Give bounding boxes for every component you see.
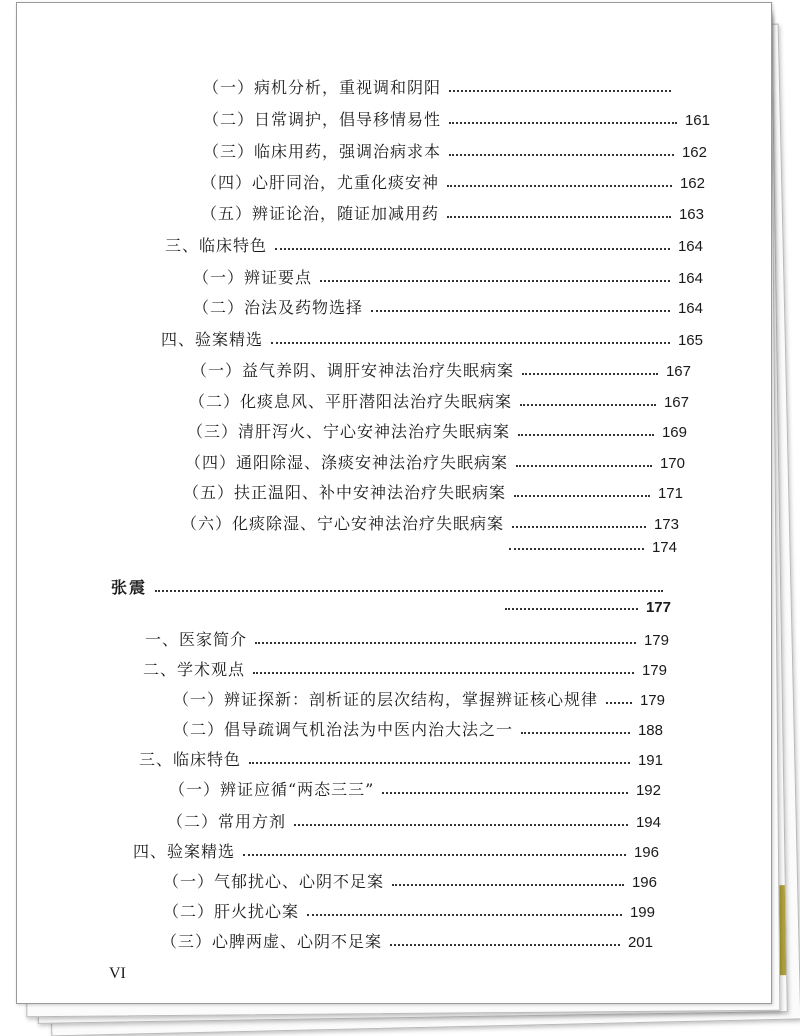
- toc-entry-title: （五）扶正温阳、补中安神法治疗失眠病案: [183, 483, 507, 502]
- toc-entry-title: （二）倡导疏调气机治法为中医内治大法之一: [173, 720, 514, 739]
- toc-entry-page: 179: [641, 662, 667, 679]
- leader-dots: [307, 914, 622, 916]
- toc-entry: [189, 389, 689, 412]
- leader-dots: [518, 434, 654, 436]
- toc-chapter-title: 张震: [111, 580, 148, 597]
- toc-entry: [203, 75, 679, 98]
- toc-entry-page: 199: [629, 904, 655, 921]
- toc-entry: [163, 899, 655, 922]
- leader-dots: [253, 672, 634, 674]
- leader-dots: [522, 373, 658, 375]
- toc-section: [161, 327, 703, 350]
- toc-entry-title: （三）心脾两虚、心阴不足案: [161, 932, 383, 951]
- toc-entry-title: （一）辨证探新：剖析证的层次结构，掌握辨证核心规律: [173, 690, 599, 709]
- toc-entry-page: 194: [635, 814, 661, 831]
- leader-dots: [449, 154, 674, 156]
- leader-dots: [447, 185, 672, 187]
- toc-entry-page: 191: [637, 752, 663, 769]
- leader-dots: [155, 590, 663, 592]
- leader-dots: [514, 495, 650, 497]
- toc-entry-page: 163: [678, 206, 704, 223]
- leader-dots: [382, 792, 628, 794]
- toc-entry: [203, 107, 710, 130]
- toc-entry-page: 196: [633, 844, 659, 861]
- leader-dots: [255, 642, 636, 644]
- toc-entry-title: （二）常用方剂: [167, 812, 287, 831]
- toc-entry-page: 174: [651, 539, 677, 556]
- leader-dots: [505, 608, 638, 610]
- toc-section: [133, 839, 659, 862]
- toc-entry: [169, 777, 661, 800]
- toc-entry: [183, 480, 683, 503]
- toc-entry-title: 四、验案精选: [133, 842, 236, 861]
- toc-entry-page: 162: [681, 144, 707, 161]
- toc-entry: [181, 511, 679, 534]
- toc-entry-continuation: [497, 599, 671, 616]
- toc-entry-title: （二）肝火扰心案: [163, 902, 300, 921]
- leader-dots: [271, 342, 670, 344]
- toc-entry-title: （四）心肝同治，尤重化痰安神: [201, 173, 440, 192]
- toc-entry-page: 192: [635, 782, 661, 799]
- toc-entry-page: 179: [639, 692, 665, 709]
- leader-dots: [521, 732, 630, 734]
- leader-dots: [390, 944, 620, 946]
- toc-entry: [163, 869, 657, 892]
- toc-entry: [187, 419, 687, 442]
- toc-entry-title: 一、医家简介: [145, 630, 248, 649]
- toc-entry-page: 165: [677, 332, 703, 349]
- toc-entry-continuation: [501, 539, 677, 556]
- toc-entry-title: （一）益气养阴、调肝安神法治疗失眠病案: [191, 361, 515, 380]
- toc-entry-title: （一）辨证应循“两态三三”: [169, 780, 375, 799]
- leader-dots: [371, 310, 670, 312]
- toc-entry-page: 164: [677, 270, 703, 287]
- leader-dots: [243, 854, 626, 856]
- toc-section: [143, 657, 667, 680]
- toc-entry-page: 161: [684, 112, 710, 129]
- toc-entry: [201, 201, 704, 224]
- toc-entry-page: 177: [645, 599, 671, 616]
- leader-dots: [516, 465, 652, 467]
- leader-dots: [449, 122, 677, 124]
- leader-dots: [447, 216, 671, 218]
- toc-entry: [191, 358, 691, 381]
- toc-entry-title: （六）化痰除湿、宁心安神法治疗失眠病案: [181, 514, 505, 533]
- toc-section: [165, 233, 703, 256]
- toc-entry: [185, 450, 685, 473]
- toc-entry-title: （三）临床用药，强调治病求本: [203, 142, 442, 161]
- toc-entry-page: 201: [627, 934, 653, 951]
- toc-chapter: [111, 575, 671, 598]
- toc-entry-page: 167: [663, 394, 689, 411]
- leader-dots: [520, 404, 656, 406]
- toc-entry-title: （四）通阳除湿、涤痰安神法治疗失眠病案: [185, 453, 509, 472]
- leader-dots: [606, 702, 632, 704]
- leader-dots: [320, 280, 670, 282]
- toc-entry-page: 164: [677, 238, 703, 255]
- toc-entry-title: （二）化痰息风、平肝潜阳法治疗失眠病案: [189, 392, 513, 411]
- toc-entry: [193, 295, 703, 318]
- toc-entry-title: （五）辨证论治，随证加减用药: [201, 204, 440, 223]
- leader-dots: [512, 526, 646, 528]
- toc-section: [145, 627, 669, 650]
- toc-entry-page: 164: [677, 300, 703, 317]
- toc-entry-page: 173: [653, 516, 679, 533]
- toc-entry: [201, 170, 705, 193]
- toc-entry-page: 170: [659, 455, 685, 472]
- leader-dots: [392, 884, 624, 886]
- page-folio: VI: [109, 965, 126, 982]
- toc-entry-title: （二）日常调护，倡导移情易性: [203, 110, 442, 129]
- leader-dots: [249, 762, 630, 764]
- leader-dots: [509, 548, 644, 550]
- toc-entry-page: 188: [637, 722, 663, 739]
- toc-entry-page: 179: [643, 632, 669, 649]
- toc-entry: [193, 265, 703, 288]
- toc-entry-title: 三、临床特色: [165, 236, 268, 255]
- toc-entry-title: （一）气郁扰心、心阴不足案: [163, 872, 385, 891]
- toc-entry-page: 196: [631, 874, 657, 891]
- toc-entry-page: 169: [661, 424, 687, 441]
- toc-entry-page: 171: [657, 485, 683, 502]
- toc-entry: [173, 717, 663, 740]
- toc-page: [16, 2, 772, 1004]
- toc-entry-title: （三）清肝泻火、宁心安神法治疗失眠病案: [187, 422, 511, 441]
- leader-dots: [294, 824, 628, 826]
- toc-entry-page: 162: [679, 175, 705, 192]
- toc-entry-title: （一）病机分析，重视调和阴阳: [203, 78, 442, 97]
- leader-dots: [449, 90, 671, 92]
- toc-entry-title: （二）治法及药物选择: [193, 298, 364, 317]
- toc-entry: [161, 929, 653, 952]
- toc-entry-title: 三、临床特色: [139, 750, 242, 769]
- toc-entry-title: （一）辨证要点: [193, 268, 313, 287]
- toc-entry: [203, 139, 707, 162]
- toc-entry-title: 二、学术观点: [143, 660, 246, 679]
- toc-entry-page: 167: [665, 363, 691, 380]
- toc-entry-title: 四、验案精选: [161, 330, 264, 349]
- toc-entry: [173, 687, 665, 710]
- toc-section: [139, 747, 663, 770]
- toc-entry: [167, 809, 661, 832]
- leader-dots: [275, 248, 670, 250]
